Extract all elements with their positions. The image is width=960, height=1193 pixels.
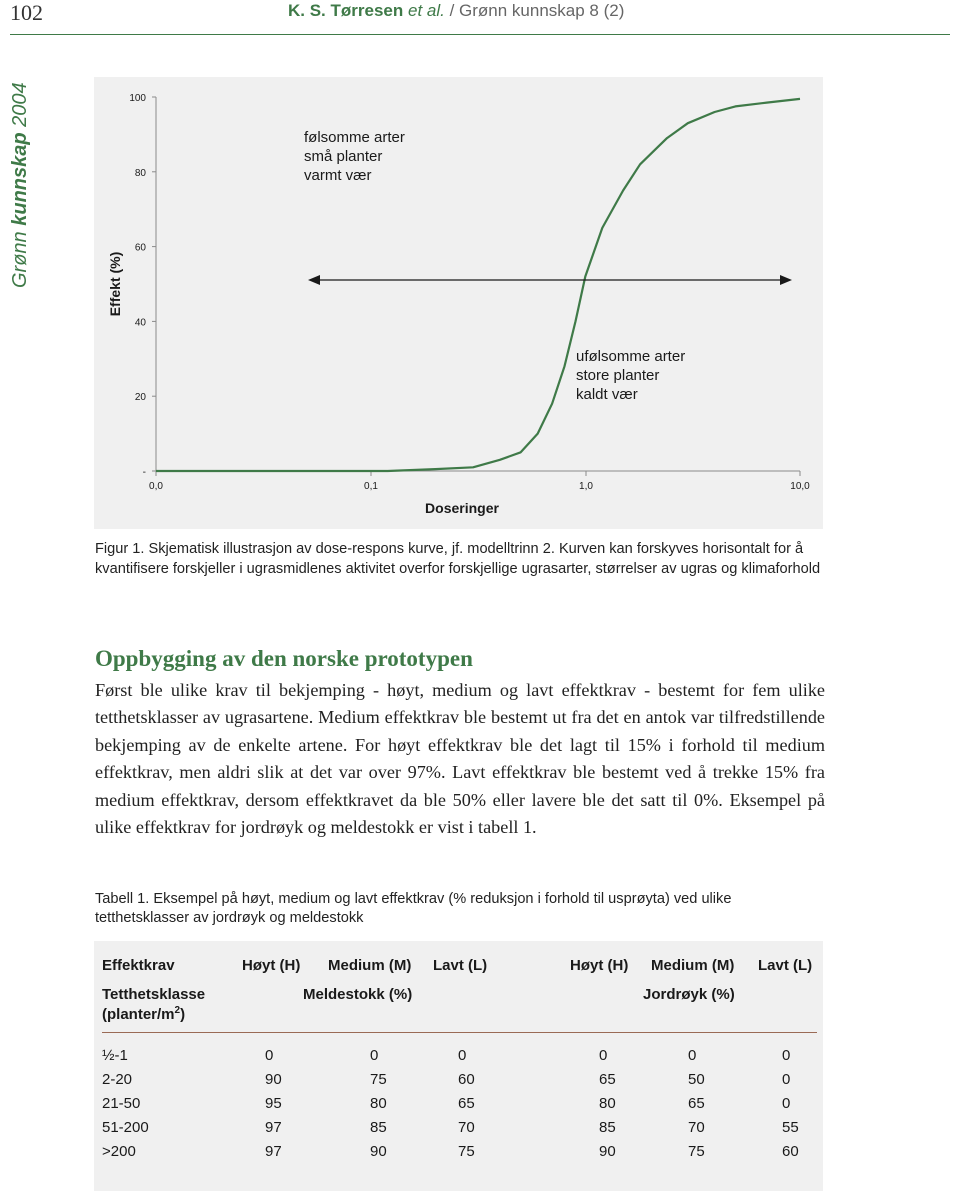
table-cell: 65 bbox=[458, 1095, 475, 1112]
table-cell: 70 bbox=[688, 1119, 705, 1136]
table-cell: 0 bbox=[782, 1095, 791, 1112]
table-row-label: 51-200 bbox=[102, 1119, 149, 1136]
table-row-label: 2-20 bbox=[102, 1071, 133, 1088]
x-tick-label: 0,1 bbox=[364, 481, 378, 492]
header-rule bbox=[10, 34, 950, 35]
table-row-label-tetthetsklasse: Tetthetsklasse bbox=[102, 986, 206, 1003]
section-heading: Oppbygging av den norske prototypen bbox=[95, 646, 473, 671]
table-cell: 85 bbox=[370, 1119, 387, 1136]
table-cell: 97 bbox=[265, 1143, 282, 1160]
table-cell: 75 bbox=[688, 1143, 705, 1160]
annotation-insensitive: ufølsomme arter bbox=[576, 348, 686, 365]
table-cell: 85 bbox=[599, 1119, 616, 1136]
figure-caption: Figur 1. Skjematisk illustrasjon av dose-respons kurve, jf. modelltrinn 2. Kurven kan forskyves horisontalt for å kvantifisere forskjeller i ugrasmidlenes aktivitet overfor forskjellige ugrasarter, størrelser av ugras og klimaforhold bbox=[95, 541, 821, 577]
table-caption: Tabell 1. Eksempel på høyt, medium og lavt effektkrav (% reduksjon i forhold til usprøyta) ved ulike tetthetsklasser av jordrøyk og meldestokk bbox=[95, 891, 732, 926]
table-cell: 55 bbox=[782, 1119, 799, 1136]
table-cell: 80 bbox=[599, 1095, 616, 1112]
table-group-meldestokk: Meldestokk (%) bbox=[303, 986, 413, 1003]
table-cell: 0 bbox=[370, 1047, 379, 1064]
dose-response-chart bbox=[94, 77, 823, 529]
table-cell: 0 bbox=[782, 1047, 791, 1064]
y-tick-label: 80 bbox=[134, 167, 146, 179]
y-tick-label: 60 bbox=[134, 242, 146, 254]
annotation-sensitive: små planter bbox=[304, 148, 383, 165]
y-tick-label: 20 bbox=[134, 392, 146, 404]
y-axis-label: Effekt (%) bbox=[107, 251, 123, 317]
side-label-part3: 2004 bbox=[9, 82, 31, 133]
table-header-hoyt-2: Høyt (H) bbox=[570, 957, 629, 974]
table-cell: 90 bbox=[599, 1143, 616, 1160]
running-head-journal: / Grønn kunnskap 8 (2) bbox=[444, 1, 625, 20]
side-label-part2: kunnskap bbox=[9, 132, 31, 226]
arrow-right-head bbox=[780, 275, 792, 285]
side-label-part1: Grønn bbox=[9, 225, 31, 288]
y-tick-label: 40 bbox=[134, 317, 146, 329]
table-header-lavt-2: Lavt (L) bbox=[758, 957, 813, 974]
figure-dose-response bbox=[94, 77, 823, 529]
table-cell: 0 bbox=[599, 1047, 608, 1064]
table-cell: 65 bbox=[599, 1071, 616, 1088]
table-cell: 90 bbox=[370, 1143, 387, 1160]
running-head bbox=[288, 1, 624, 21]
table-cell: 60 bbox=[782, 1143, 799, 1160]
table-cell: 80 bbox=[370, 1095, 387, 1112]
x-tick-label: 0,0 bbox=[149, 481, 163, 492]
arrow-left-head bbox=[308, 275, 320, 285]
table-cell: 97 bbox=[265, 1119, 282, 1136]
x-axis-label: Doseringer bbox=[425, 500, 499, 516]
table-row-label-unit: $(planter/m^2)$ bbox=[102, 1005, 186, 1023]
running-head-etal: et al. bbox=[403, 1, 445, 20]
annotation-sensitive: følsomme arter bbox=[304, 129, 405, 146]
x-tick-label: 1,0 bbox=[579, 481, 593, 492]
table-cell: 75 bbox=[370, 1071, 387, 1088]
y-tick-label: - bbox=[142, 467, 146, 478]
table-cell: 60 bbox=[458, 1071, 475, 1088]
table-header-effektkrav: Effektkrav bbox=[102, 957, 175, 974]
table-header-medium-1: Medium (M) bbox=[328, 957, 412, 974]
table-cell: 0 bbox=[688, 1047, 697, 1064]
table-cell: 50 bbox=[688, 1071, 705, 1088]
table-header-hoyt-1: Høyt (H) bbox=[242, 957, 301, 974]
table-cell: 95 bbox=[265, 1095, 282, 1112]
table-cell: 90 bbox=[265, 1071, 282, 1088]
table-cell: 0 bbox=[265, 1047, 274, 1064]
annotation-insensitive: store planter bbox=[576, 367, 660, 384]
table-cell: 0 bbox=[782, 1071, 791, 1088]
table-divider bbox=[102, 1032, 817, 1033]
running-head-authors: K. S. Tørresen bbox=[288, 1, 404, 20]
table-cell: 0 bbox=[458, 1047, 467, 1064]
table-cell: 70 bbox=[458, 1119, 475, 1136]
table-row-label: 21-50 bbox=[102, 1095, 141, 1112]
table-row-label: >200 bbox=[102, 1143, 136, 1160]
x-tick-label: 10,0 bbox=[790, 481, 810, 492]
annotation-insensitive: kaldt vær bbox=[576, 386, 638, 403]
body-paragraph: Først ble ulike krav til bekjemping - høyt, medium og lavt effektkrav - bestemt for fem ulike tetthetsklasser av ugrasartene. Medium effektkrav ble bestemt ut fra det en antok var tilfredstillende bekjemping av de enkelte artene. For høyt effektkrav ble det lagt til 15% i forhold til medium effektkrav, men aldri slik at det var over 97%. Lavt effektkrav ble bestemt ved å trekke 15% fra medium effektkrav, dersom effektkravet da ble 50% eller lavere ble det satt til 0%. Eksempel på ulike effektkrav for jordrøyk og meldestokk er vist i tabell 1. bbox=[95, 680, 825, 838]
annotation-sensitive: varmt vær bbox=[304, 167, 372, 184]
table-group-jordroyk: Jordrøyk (%) bbox=[643, 986, 735, 1003]
table-header-medium-2: Medium (M) bbox=[651, 957, 735, 974]
table-cell: 75 bbox=[458, 1143, 475, 1160]
y-tick-label: 100 bbox=[129, 93, 146, 104]
table-cell: 65 bbox=[688, 1095, 705, 1112]
page-number: 102 bbox=[10, 0, 43, 25]
table-header-lavt-1: Lavt (L) bbox=[433, 957, 488, 974]
dose-response-curve bbox=[156, 99, 800, 471]
table-effektkrav bbox=[94, 941, 823, 1191]
side-journal-label bbox=[3, 78, 31, 288]
table-row-label: ½-1 bbox=[102, 1047, 128, 1064]
